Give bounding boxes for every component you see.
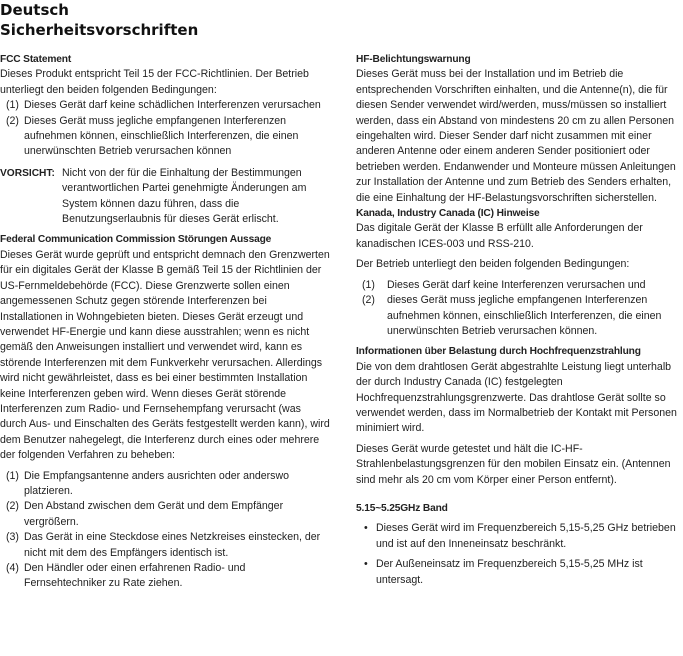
list-item — [0, 114, 330, 160]
page-title — [0, 0, 198, 40]
caution-block — [0, 166, 330, 228]
list-text: Dieses Gerät muss jegliche empfangenen Interferenzen aufnehmen können, einschließlich Interferenzen, die einen unerwünschten Betrieb verursachen können — [24, 114, 299, 158]
list-number: (2) — [6, 500, 19, 513]
list-text: Der Außeneinsatz im Frequenzbereich 5,15-5,25 MHz ist untersagt. — [376, 558, 643, 586]
title-safety: Sicherheitsvorschriften — [0, 21, 199, 39]
rf-exposure-text: Die von dem drahtlosen Gerät abgestrahlte Leistung liegt unterhalb der durch Industry Canada (IC) festgelegten Hochfrequenzstrahlungsgrenzwerte. Das drahtlose Gerät sollte so verwendet werden, dass im Normalbetrieb der Kontakt mit Personen minimiert wird. — [356, 360, 677, 435]
title-language: Deutsch — [0, 1, 69, 19]
left-column — [0, 52, 330, 592]
right-column — [356, 52, 682, 588]
list-text: dieses Gerät muss jegliche empfangenen Interferenzen aufnehmen können, einschließlich Interferenzen, die einen unerwünschten Betrieb verursachen können. — [387, 294, 662, 337]
list-number: (2) — [6, 114, 19, 127]
list-text: Den Händler oder einen erfahrenen Radio- und Fernsehtechniker zu Rate ziehen. — [24, 562, 246, 590]
ic-notice-heading: Kanada, Industry Canada (IC) Hinweise — [356, 208, 540, 220]
list-item — [356, 293, 682, 339]
list-item — [0, 530, 330, 561]
fcc-statement-heading: FCC Statement — [0, 54, 72, 65]
list-text: Die Empfangsantenne anders ausrichten oder anderswo platzieren. — [24, 469, 290, 497]
list-item — [0, 499, 330, 530]
rf-exposure-heading: Informationen über Belastung durch Hochfrequenzstrahlung — [356, 346, 641, 358]
fcc-interference-heading: Federal Communication Commission Störungen Aussage — [0, 234, 272, 246]
list-number: (1) — [6, 469, 19, 482]
caution-text: Nicht von der für die Einhaltung der Bestimmungen verantwortlichen Partei genehmigte Änderungen am System können dazu führen, dass die Benutzungserlaubnis für dieses Gerät erlischt. — [62, 166, 307, 226]
list-item — [0, 469, 330, 500]
measures-list — [0, 469, 330, 592]
ic-notice-text: Das digitale Gerät der Klasse B erfüllt alle Anforderungen der kanadischen ICES-003 und RSS-210. — [356, 222, 643, 250]
list-item — [356, 521, 682, 552]
list-text: Dieses Gerät darf keine schädlichen Interferenzen verursachen — [24, 99, 321, 112]
list-item — [0, 98, 330, 113]
list-number: (1) — [362, 278, 375, 291]
list-item — [356, 557, 682, 588]
rf-exposure-text-2: Dieses Gerät wurde getestet und hält die IC-HF-Strahlenbelastungsgrenzen für den mobilen Einsatz ein. (Antennen sind mehr als 20 cm vom Körper einer Person entfernt). — [356, 442, 671, 486]
fcc-conditions-list — [0, 98, 330, 160]
band-heading: 5.15~5.25GHz Band — [356, 502, 448, 514]
list-item — [356, 278, 682, 293]
list-number: (4) — [6, 562, 19, 574]
fcc-interference-text: Dieses Gerät wurde geprüft und entspricht demnach den Grenzwerten für ein digitales Gerät der Klasse B gemäß Teil 15 der Richtlinien der US-Fernmeldebehörde (FCC). Diese Grenzwerte sollen einen angemessenen Schutz gegen störende Interferenzen bei Installationen in Wohngebieten bieten. Dieses Gerät erzeugt und verwendet HF-Energie und kann diese ausstrahlen; wenn es nicht gemäß den Anweisungen installiert und verwendet wird, kann es störende Interferenzen mit dem Funkverkehr verursachen. Allerdings wird nicht gewährleistet, dass es bei einer bestimmten Installation keine Interferenzen geben wird. Wenn dieses Gerät störende Interferenzen zum Radio- und Fernsehempfang verursacht (was durch Aus- und Einschalten des Geräts festgestellt werden kann), wird dem Benutzer nahegelegt, die Interferenz durch eines oder mehrere der folgenden Verfahren zu beheben: — [0, 248, 330, 462]
ic-conditions-intro: Der Betrieb unterliegt den beiden folgenden Bedingungen: — [356, 258, 630, 271]
list-text: Dieses Gerät darf keine Interferenzen verursachen und — [387, 278, 646, 291]
rf-warning-heading: HF-Belichtungswarnung — [356, 54, 471, 65]
list-number: (1) — [6, 99, 19, 112]
ic-conditions-list — [356, 278, 682, 340]
bullet-icon: • — [364, 558, 368, 571]
list-text: Das Gerät in eine Steckdose eines Netzkreises einstecken, der nicht mit dem des Empfängers identisch ist. — [24, 531, 321, 559]
caution-label: VORSICHT: — [0, 167, 55, 179]
fcc-statement-intro: Dieses Produkt entspricht Teil 15 der FCC-Richtlinien. Der Betrieb unterliegt den beiden folgenden Bedingungen: — [0, 68, 309, 96]
list-text: Dieses Gerät wird im Frequenzbereich 5,15-5,25 GHz betrieben und ist auf den Inneneinsatz beschränkt. — [376, 522, 676, 550]
list-text: Den Abstand zwischen dem Gerät und dem Empfänger vergrößern. — [24, 500, 284, 528]
rf-warning-text: Dieses Gerät muss bei der Installation und im Betrieb die entsprechenden Vorschriften einhalten, und die Antenne(n), die für diesen Sender verwendet wird/werden, muss/müssen so installiert werden, dass ein Abstand von mindestens 20 cm zu allen Personen eingehalten wird. Dieser Sender darf nicht zusammen mit einer anderen Antenne oder einem anderen Sender positioniert oder betrieben werden. Endanwender und Monteure müssen Anleitungen zur Installation der Antenne und zum Betrieb des Senders erhalten, die eine Einhaltung der HF-Belastungsvorschriften sicherstellen. — [356, 68, 676, 204]
band-list — [356, 521, 682, 588]
bullet-icon: • — [364, 522, 368, 535]
list-number: (2) — [362, 294, 375, 307]
list-number: (3) — [6, 531, 19, 544]
list-item — [0, 561, 330, 592]
